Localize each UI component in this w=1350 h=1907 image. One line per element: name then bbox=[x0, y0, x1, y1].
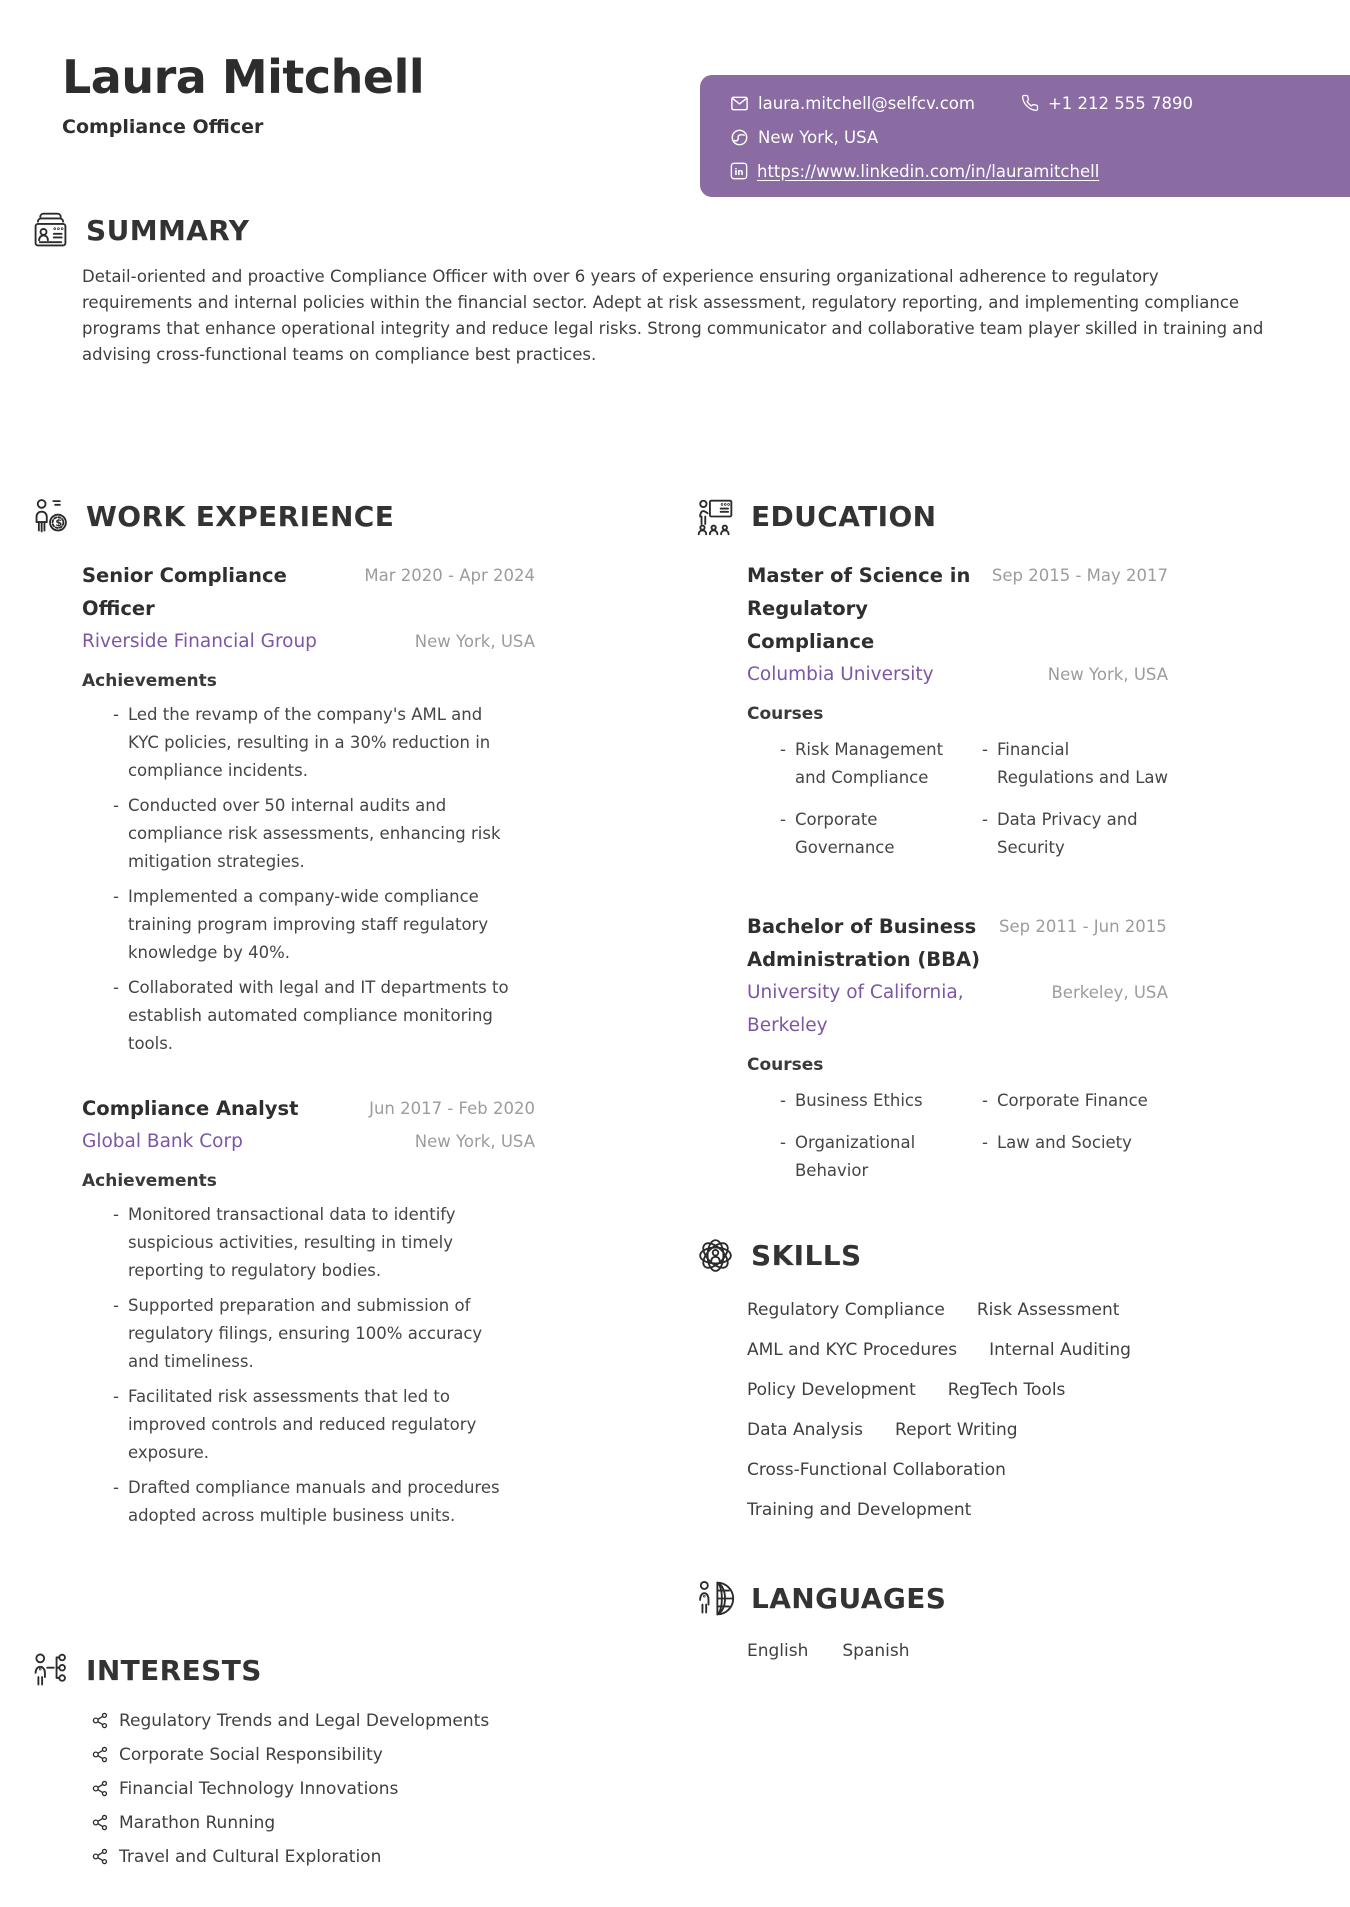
course-list bbox=[780, 736, 1168, 862]
contact-email bbox=[730, 94, 975, 113]
course-list bbox=[780, 1087, 1168, 1185]
interests-title: INTERESTS bbox=[86, 1653, 262, 1687]
work-experience-title: WORK EXPERIENCE bbox=[86, 499, 395, 533]
contact-row-3 bbox=[730, 154, 1350, 188]
achievements-label: Achievements bbox=[82, 670, 217, 691]
person-name: Laura Mitchell bbox=[62, 50, 425, 104]
dash-bullet: - bbox=[113, 1477, 119, 1497]
school-name: University of California, Berkeley bbox=[747, 981, 964, 1036]
summary-header bbox=[30, 210, 1350, 251]
skills-section bbox=[695, 1235, 1168, 1520]
contact-location bbox=[730, 128, 878, 147]
course-item: - Organizational Behavior bbox=[780, 1129, 966, 1185]
dash-bullet: - bbox=[982, 739, 988, 759]
education-section bbox=[695, 496, 1168, 1185]
interest-item: Marathon Running bbox=[92, 1813, 535, 1833]
course-item: - Corporate Finance bbox=[982, 1087, 1168, 1115]
dash-bullet: - bbox=[780, 1132, 786, 1152]
skill-list bbox=[747, 1300, 1167, 1520]
skill-item: RegTech Tools bbox=[947, 1379, 1066, 1400]
school-name: Columbia University bbox=[747, 663, 934, 685]
degree-name: Bachelor of Business Administration (BBA) bbox=[747, 914, 981, 971]
achievement-list bbox=[82, 701, 535, 1058]
degree-dates: Sep 2011 - Jun 2015 bbox=[999, 916, 1167, 936]
contact-linkedin-link[interactable]: https://www.linkedin.com/in/lauramitchell bbox=[757, 161, 1100, 181]
dash-bullet: - bbox=[113, 1295, 119, 1315]
mind-atom-icon bbox=[695, 1235, 736, 1276]
languages-header bbox=[695, 1578, 1168, 1619]
summary-text: Detail-oriented and proactive Compliance Officer with over 6 years of experience ensuring organizational adherence to regulatory requirements and internal policies within the financial sector. Adept at risk assessment, regulatory reporting, and implementing compliance programs that enhance operational integrity and reduce legal risks. Strong communicator and collaborative team player skilled in training and advising cross-functional teams on compliance best practices. bbox=[82, 266, 1264, 364]
svg-text:in: in bbox=[734, 167, 744, 178]
job-company: Riverside Financial Group bbox=[82, 630, 317, 652]
right-column bbox=[695, 496, 1168, 1867]
skills-title: SKILLS bbox=[751, 1238, 862, 1272]
network-bullet-icon bbox=[92, 1848, 109, 1865]
course-item: - Business Ethics bbox=[780, 1087, 966, 1115]
person-coin-icon bbox=[30, 496, 71, 537]
skill-item: Report Writing bbox=[895, 1419, 1018, 1440]
network-bullet-icon bbox=[92, 1712, 109, 1729]
contact-phone bbox=[1021, 94, 1193, 113]
teacher-board-icon bbox=[695, 496, 736, 537]
interest-item: Regulatory Trends and Legal Developments bbox=[92, 1711, 535, 1731]
contact-phone-value: +1 212 555 7890 bbox=[1047, 93, 1193, 113]
phone-icon bbox=[1021, 94, 1039, 112]
dash-bullet: - bbox=[113, 704, 119, 724]
network-bullet-icon bbox=[92, 1814, 109, 1831]
job-location: New York, USA bbox=[414, 1131, 535, 1151]
person-globe-icon bbox=[695, 1578, 736, 1619]
job-entry-1 bbox=[82, 559, 535, 1058]
interests-section bbox=[30, 1650, 535, 1867]
skill-item: Risk Assessment bbox=[976, 1299, 1120, 1320]
dash-bullet: - bbox=[982, 809, 988, 829]
skill-item: AML and KYC Procedures bbox=[747, 1339, 958, 1360]
interests-header bbox=[30, 1650, 535, 1691]
dash-bullet: - bbox=[113, 886, 119, 906]
degree-entry-2 bbox=[747, 910, 1168, 1185]
work-experience-section bbox=[30, 496, 535, 1530]
job-title: Senior Compliance Officer bbox=[82, 563, 287, 620]
achievement-item: - Monitored transactional data to identify suspicious activities, resulting in timely reporting to regulatory bodies. bbox=[113, 1201, 515, 1285]
achievement-item: - Facilitated risk assessments that led to improved controls and reduced regulatory exposure. bbox=[113, 1383, 515, 1467]
job-dates: Jun 2017 - Feb 2020 bbox=[369, 1098, 535, 1118]
dash-bullet: - bbox=[780, 809, 786, 829]
education-header bbox=[695, 496, 1168, 537]
dash-bullet: - bbox=[113, 1386, 119, 1406]
languages-section bbox=[695, 1578, 1168, 1661]
interest-list bbox=[92, 1711, 535, 1867]
dash-bullet: - bbox=[982, 1090, 988, 1110]
degree-entry-1 bbox=[747, 559, 1168, 862]
network-bullet-icon bbox=[92, 1746, 109, 1763]
contact-row-2 bbox=[730, 120, 1350, 154]
job-title: Compliance Analyst bbox=[82, 1096, 299, 1120]
achievements-label: Achievements bbox=[82, 1170, 217, 1191]
achievement-item: - Conducted over 50 internal audits and compliance risk assessments, enhancing risk mitigation strategies. bbox=[113, 792, 515, 876]
course-item: - Financial Regulations and Law bbox=[982, 736, 1168, 792]
interest-item: Financial Technology Innovations bbox=[92, 1779, 535, 1799]
interest-item: Corporate Social Responsibility bbox=[92, 1745, 535, 1765]
skill-item: Policy Development bbox=[747, 1379, 916, 1400]
left-column bbox=[30, 496, 535, 1867]
linkedin-icon bbox=[730, 162, 748, 180]
contact-email-value: laura.mitchell@selfcv.com bbox=[758, 93, 975, 113]
course-item: - Data Privacy and Security bbox=[982, 806, 1168, 862]
course-item: - Risk Management and Compliance bbox=[780, 736, 966, 792]
courses-label: Courses bbox=[747, 1054, 824, 1075]
skill-item: Data Analysis bbox=[747, 1419, 864, 1440]
columns bbox=[30, 496, 1350, 1867]
language-item: Spanish bbox=[842, 1640, 910, 1661]
contact-linkedin bbox=[730, 162, 1099, 181]
education-title: EDUCATION bbox=[751, 499, 937, 533]
dash-bullet: - bbox=[113, 1204, 119, 1224]
achievement-item: - Supported preparation and submission of regulatory filings, ensuring 100% accuracy and timeliness. bbox=[113, 1292, 515, 1376]
achievement-item: - Implemented a company-wide compliance training program improving staff regulatory knowledge by 40%. bbox=[113, 883, 515, 967]
degree-name: Master of Science in Regulatory Compliance bbox=[747, 563, 971, 653]
skill-item: Cross-Functional Collaboration bbox=[747, 1459, 1006, 1480]
job-dates: Mar 2020 - Apr 2024 bbox=[364, 565, 535, 585]
degree-dates: Sep 2015 - May 2017 bbox=[991, 565, 1168, 585]
summary-section bbox=[30, 210, 1350, 368]
contact-location-value: New York, USA bbox=[758, 127, 879, 147]
summary-title: SUMMARY bbox=[86, 213, 250, 247]
achievement-item: - Drafted compliance manuals and procedures adopted across multiple business units. bbox=[113, 1474, 515, 1530]
skill-item: Internal Auditing bbox=[989, 1339, 1131, 1360]
interest-item: Travel and Cultural Exploration bbox=[92, 1847, 535, 1867]
contact-card bbox=[700, 75, 1350, 197]
person-title: Compliance Officer bbox=[62, 115, 264, 138]
dash-bullet: - bbox=[113, 795, 119, 815]
skill-item: Regulatory Compliance bbox=[747, 1299, 945, 1320]
achievement-item: - Led the revamp of the company's AML and KYC policies, resulting in a 30% reduction in compliance incidents. bbox=[113, 701, 515, 785]
achievement-list bbox=[82, 1201, 535, 1530]
contact-row-1 bbox=[730, 86, 1350, 120]
school-location: New York, USA bbox=[1047, 664, 1168, 684]
svg-text:$: $ bbox=[55, 517, 63, 529]
header bbox=[30, 50, 1350, 181]
skill-item: Training and Development bbox=[747, 1499, 972, 1520]
person-network-icon bbox=[30, 1650, 71, 1691]
dash-bullet: - bbox=[113, 977, 119, 997]
id-card-icon bbox=[30, 210, 71, 251]
network-bullet-icon bbox=[92, 1780, 109, 1797]
globe-location-icon bbox=[730, 128, 749, 147]
course-item: - Corporate Governance bbox=[780, 806, 966, 862]
language-list bbox=[747, 1641, 1168, 1661]
dash-bullet: - bbox=[780, 1090, 786, 1110]
school-location: Berkeley, USA bbox=[1051, 982, 1168, 1002]
envelope-icon bbox=[730, 94, 749, 113]
achievement-item: - Collaborated with legal and IT departments to establish automated compliance monitoring tools. bbox=[113, 974, 515, 1058]
language-item: English bbox=[747, 1640, 809, 1661]
job-location: New York, USA bbox=[414, 631, 535, 651]
job-entry-2 bbox=[82, 1092, 535, 1530]
course-item: - Law and Society bbox=[982, 1129, 1168, 1185]
dash-bullet: - bbox=[982, 1132, 988, 1152]
job-company: Global Bank Corp bbox=[82, 1130, 243, 1152]
languages-title: LANGUAGES bbox=[751, 1581, 947, 1615]
work-experience-header bbox=[30, 496, 535, 537]
dash-bullet: - bbox=[780, 739, 786, 759]
courses-label: Courses bbox=[747, 703, 824, 724]
skills-header bbox=[695, 1235, 1168, 1276]
